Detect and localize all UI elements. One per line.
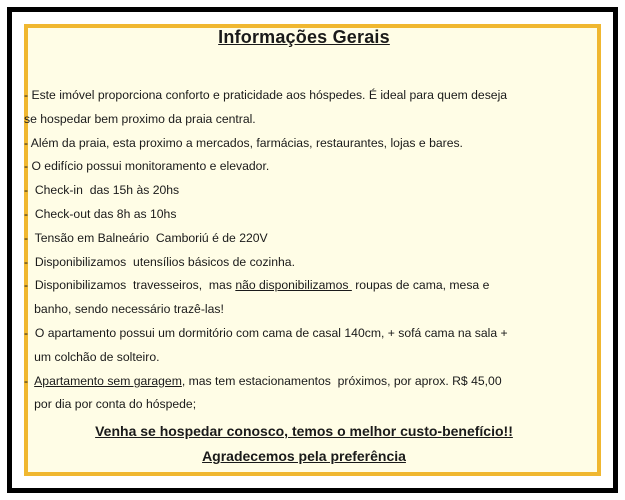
page-title: Informações Gerais	[218, 27, 390, 47]
underlined-text: Apartamento sem garagem	[34, 373, 182, 388]
info-line: - O edifício possui monitoramento e elevador.	[24, 159, 270, 174]
info-line: - Tensão em Balneário Camboriú é de 220V	[24, 230, 268, 245]
closing-thanks	[24, 444, 584, 469]
info-line-text: roupas de cama, mesa e	[351, 278, 490, 293]
info-line-text: - Disponibilizamos travesseiros, mas	[24, 278, 236, 293]
info-line	[24, 370, 584, 394]
info-line	[24, 274, 584, 298]
info-line-text: -	[24, 373, 35, 388]
closing-thanks-text: Agradecemos pela preferência	[202, 448, 406, 465]
info-line: um colchão de solteiro.	[24, 349, 160, 364]
info-line: - O apartamento possui um dormitório com cama de casal 140cm, + sofá cama na sala +	[24, 325, 508, 340]
info-line: se hospedar bem proximo da praia central.	[24, 111, 256, 126]
closing-invite: Venha se hospedar conosco, temos o melhor custo-benefício!!	[95, 423, 513, 440]
info-line: - Check-out das 8h as 10hs	[24, 206, 177, 221]
underlined-text: não disponibilizamos	[235, 278, 352, 293]
info-line: - Disponibilizamos utensílios básicos de cozinha.	[24, 254, 295, 269]
closing-message	[24, 419, 584, 444]
info-line: - Além da praia, esta proximo a mercados, farmácias, restaurantes, lojas e bares.	[24, 135, 463, 150]
info-line-text: , mas tem estacionamentos próximos, por aprox. R$ 45,00	[181, 373, 502, 388]
info-line: banho, sendo necessário trazê-las!	[24, 302, 224, 317]
info-line: - Check-in das 15h às 20hs	[24, 183, 180, 198]
info-line: por dia por conta do hóspede;	[24, 397, 197, 412]
info-line: - Este imóvel proporciona conforto e praticidade aos hóspedes. É ideal para quem deseja	[24, 88, 508, 102]
info-card	[24, 27, 584, 469]
